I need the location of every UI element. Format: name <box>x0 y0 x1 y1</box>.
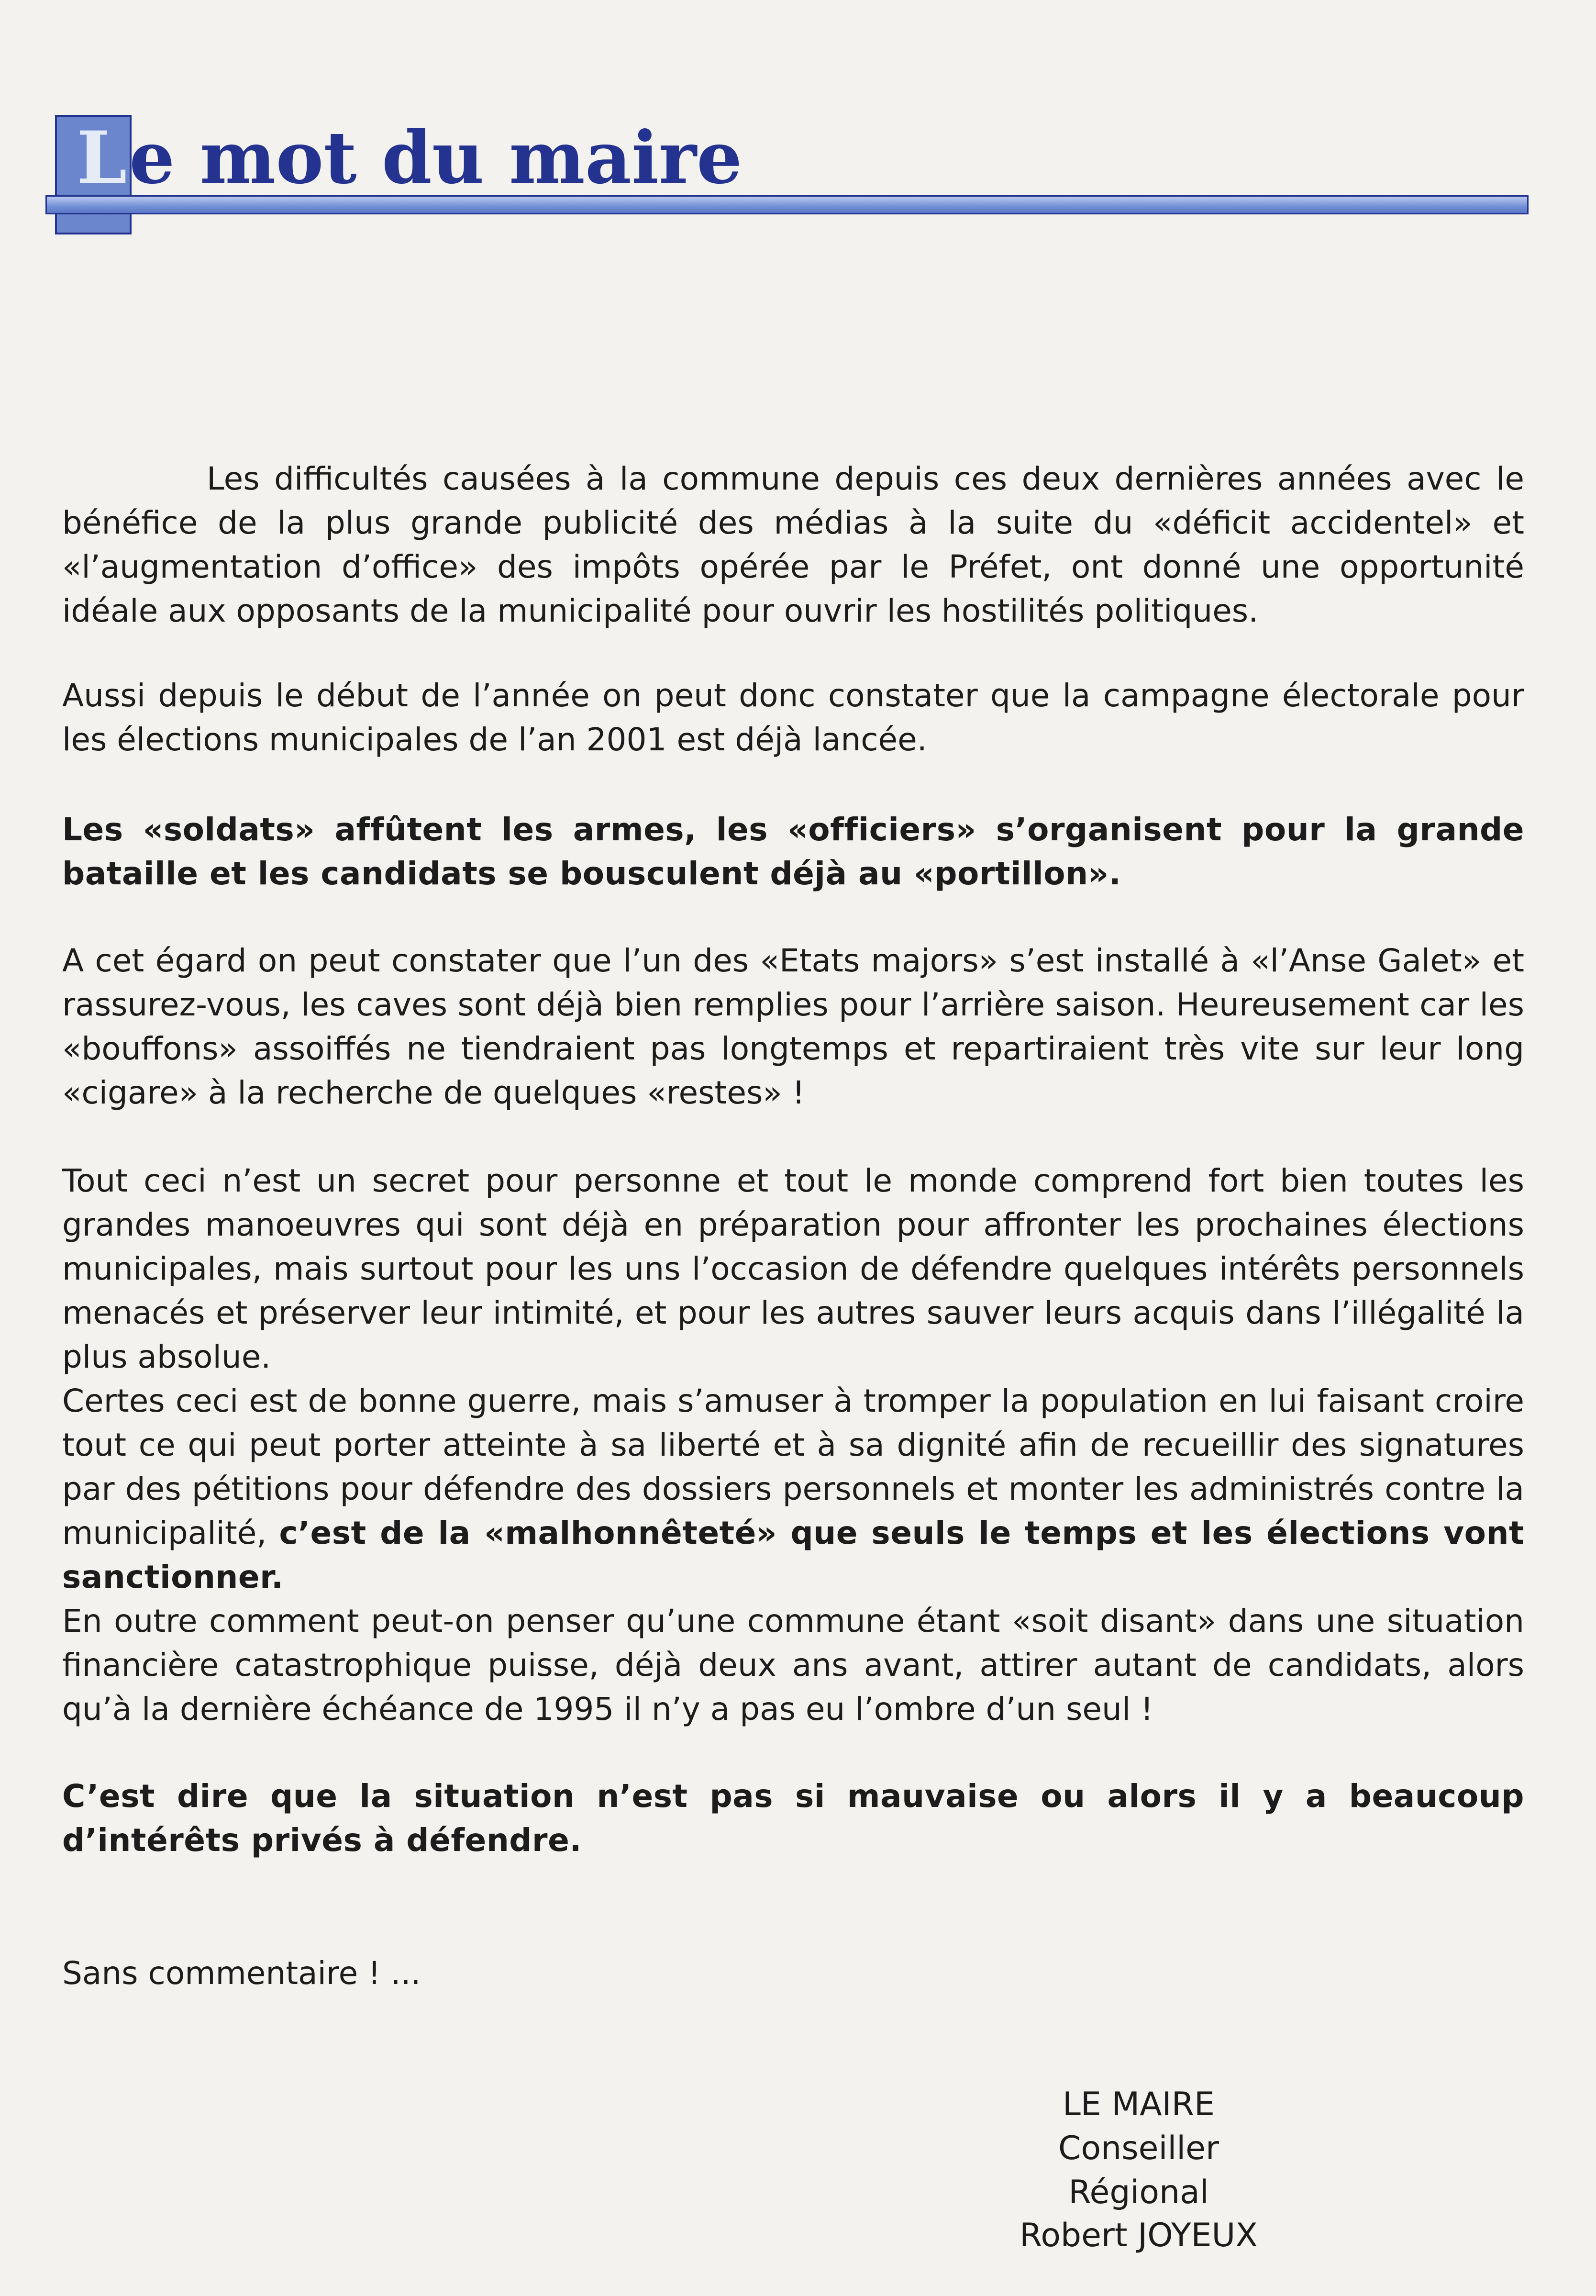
paragraph-6-bold: c’est de la «malhonnêteté» que seuls le temps et les élections vont sanctionner. <box>62 1515 1524 1595</box>
paragraph-9: Sans commentaire ! ... <box>62 1955 421 1992</box>
signature-name: Robert JOYEUX <box>1020 2217 1258 2254</box>
signature-role: Conseiller Régional <box>1058 2129 1219 2211</box>
paragraph-2: Aussi depuis le début de l’année on peut donc constater que la campagne électorale pour les élections municipales de l’an 2001 est déjà lancée. <box>62 677 1524 758</box>
paragraph-4: A cet égard on peut constater que l’un des «Etats majors» s’est installé à «l’Anse Galet» et rassurez-vous, les caves sont déjà bien remplies pour l’arrière saison. Heureusement car les «bouffons» assoiffés ne tiendraient pas longtemps et repartiraient très vite sur leur long «cigare» à la recherche de quelques «restes» ! <box>62 942 1524 1111</box>
paragraph-6 <box>62 1379 1524 1599</box>
paragraph-1: Les difficultés causées à la commune depuis ces deux dernières années avec le bénéfice de la plus grande publicité des médias à la suite du «déficit accidentel» et «l’augmentation d’office» des impôts opérée par le Préfet, ont donné une opportunité idéale aux opposants de la municipalité pour ouvrir les hostilités politiques. <box>62 460 1524 629</box>
paragraph-3-bold: Les «soldats» affûtent les armes, les «officiers» s’organisent pour la grande bataille et les candidats se bousculent déjà au «portillon». <box>62 811 1524 892</box>
paragraph-6-normal: Certes ceci est de bonne guerre, mais s’amuser à tromper la population en lui faisant croire tout ce qui peut porter atteinte à sa liberté et à sa dignité afin de recueillir des signatures par des pétitions pour défendre des dossiers personnels et monter les administrés contre la municipalité, <box>62 1382 1524 1551</box>
signature-title: LE MAIRE <box>1063 2085 1215 2123</box>
paragraph-5: Tout ceci n’est un secret pour personne et tout le monde comprend fort bien toutes les grandes manoeuvres qui sont déjà en préparation pour affronter les prochaines élections municipales, mais surtout pour les uns l’occasion de défendre quelques intérêts personnels menacés et préserver leur intimité, et pour les autres sauver leurs acquis dans l’illégalité la plus absolue. <box>62 1162 1524 1375</box>
page-title: e mot du maire <box>129 116 743 200</box>
paragraph-8-bold: C’est dire que la situation n’est pas si mauvaise ou alors il y a beaucoup d’intérêts privés à défendre. <box>62 1778 1524 1859</box>
title-initial-letter: L <box>77 116 127 200</box>
paragraph-7: En outre comment peut-on penser qu’une commune étant «soit disant» dans une situation financière catastrophique puisse, déjà deux ans avant, attirer autant de candidats, alors qu’à la dernière échéance de 1995 il n’y a pas eu l’ombre d’un seul ! <box>62 1603 1524 1728</box>
